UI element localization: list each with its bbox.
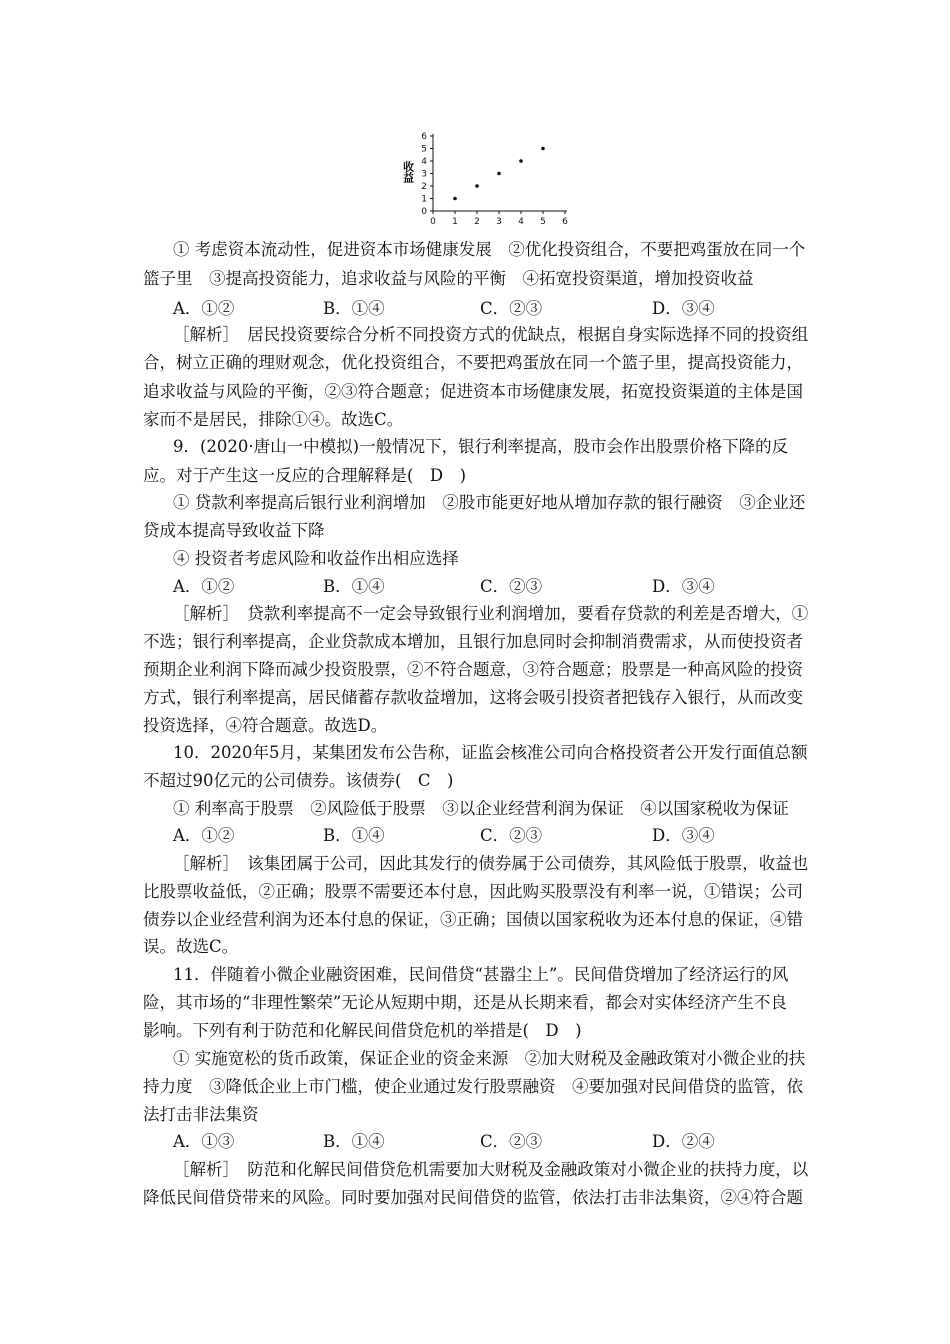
q11-question-line-1: 11．伴随着小微企业融资困难，民间借贷“甚嚣尘上”。民间借贷增加了经济运行的风	[173, 965, 789, 984]
y-tick-label: 1	[421, 194, 427, 205]
q10-option-c: C．②③	[480, 826, 543, 845]
q8-analysis-line-2: 合，树立正确的理财观念，优化投资组合，不要把鸡蛋放在同一个篮子里，提高投资能力，	[143, 353, 803, 372]
q9-statements-line-1: ① 贷款利率提高后银行业利润增加 ②股市能更好地从增加存款的银行融资 ③企业还	[173, 493, 806, 512]
q10-question-line-1: 10．2020年5月，某集团发布公告称，证监会核准公司向合格投资者公开发行面值总额	[173, 743, 808, 762]
x-tick-label: 5	[540, 217, 546, 227]
y-tick-label: 4	[421, 157, 427, 167]
x-tick-label: 6	[562, 217, 568, 227]
q11-analysis-line-2: 降低民间借贷带来的风险。同时要加强对民间借贷的监管，依法打击非法集资，②④符合题	[143, 1188, 803, 1207]
q8-analysis-line-4: 家而不是居民，排除①④。故选C。	[143, 410, 404, 429]
q8-statements-line-1: ① 考虑资本流动性，促进资本市场健康发展 ②优化投资组合，不要把鸡蛋放在同一个	[173, 240, 806, 259]
q8-option-d: D．③④	[652, 299, 715, 318]
q9-analysis-line-3: 预期企业利润下降而减少投资股票，②不符合题意，③符合题意；股票是一种高风险的投资	[143, 660, 803, 679]
q9-analysis-line-5: 投资选择，④符合题意。故选D。	[143, 716, 388, 735]
q9-statements-line-2: 贷成本提高导致收益下降	[143, 521, 325, 540]
y-tick-label: 0	[421, 207, 427, 217]
q11-option-b: B．①④	[323, 1132, 385, 1151]
q9-option-b: B．①④	[323, 577, 385, 596]
y-tick-label: 2	[421, 182, 427, 192]
q9-question-line-1: 9．(2020·唐山一中模拟)一般情况下，银行利率提高，股市会作出股票价格下降的反	[173, 437, 789, 456]
x-tick-label: 0	[430, 217, 436, 227]
data-point	[497, 172, 501, 176]
q9-analysis-line-4: 方式，银行利率提高，居民储蓄存款收益增加，这将会吸引投资者把钱存入银行，从而改变	[143, 688, 803, 707]
scatter-chart	[395, 128, 575, 228]
y-tick-label: 5	[421, 144, 427, 155]
q9-option-c: C．②③	[480, 577, 543, 596]
q8-option-c: C．②③	[480, 299, 543, 318]
q11-analysis-line-1: ［解析］ 防范和化解民间借贷危机需要加大财税及金融政策对小微企业的扶持力度，以	[173, 1160, 809, 1179]
q10-analysis-line-2: 比股票收益低，②正确；股票不需要还本付息，因此购买股票没有利率一说，①错误；公司	[143, 882, 803, 901]
q8-analysis-line-3: 追求收益与风险的平衡，②③符合题意；促进资本市场健康发展，拓宽投资渠道的主体是国	[143, 382, 803, 401]
q8-option-b: B．①④	[323, 299, 385, 318]
x-tick-label: 4	[518, 217, 524, 227]
q9-question-line-2: 应。对于产生这一反应的合理解释是( D )	[143, 466, 467, 485]
q11-option-c: C．②③	[480, 1132, 543, 1151]
q10-analysis-line-4: 误。故选C。	[143, 937, 239, 956]
data-point	[475, 184, 479, 188]
data-point	[519, 159, 523, 163]
q11-question-line-3: 影响。下列有利于防范和化解民间借贷危机的举措是( D )	[143, 1021, 582, 1040]
q11-statements-line-2: 持力度 ③降低企业上市门槛，使企业通过发行股票融资 ④要加强对民间借贷的监管，依	[143, 1077, 803, 1096]
q10-analysis-line-3: 债券以企业经营利润为还本付息的保证，③正确；国债以国家税收为还本付息的保证，④错	[143, 910, 803, 929]
q10-option-b: B．①④	[323, 826, 385, 845]
q8-statements-line-2: 篮子里 ③提高投资能力，追求收益与风险的平衡 ④拓宽投资渠道，增加投资收益	[143, 269, 754, 288]
q9-analysis-line-2: 不选；银行利率提高，企业贷款成本增加，且银行加息同时会抑制消费需求，从而使投资者	[143, 632, 803, 651]
q9-analysis-line-1: ［解析］ 贷款利率提高不一定会导致银行业利润增加，要看存贷款的利差是否增大，①	[173, 604, 809, 623]
data-point	[453, 197, 457, 201]
q8-analysis-line-1: ［解析］ 居民投资要综合分析不同投资方式的优缺点，根据自身实际选择不同的投资组	[173, 325, 809, 344]
data-point	[541, 147, 545, 151]
y-tick-label: 6	[421, 132, 427, 142]
q11-statements-line-3: 法打击非法集资	[143, 1105, 259, 1124]
x-tick-label: 3	[496, 217, 502, 227]
q10-statements-line-1: ① 利率高于股票 ②风险低于股票 ③以企业经营利润为保证 ④以国家税收为保证	[173, 799, 789, 818]
y-axis-label: 收益	[401, 161, 415, 183]
q11-option-a: A．①③	[173, 1132, 235, 1151]
q11-statements-line-1: ① 实施宽松的货币政策，保证企业的资金来源 ②加大财税及金融政策对小微企业的扶	[173, 1049, 806, 1068]
x-tick-label: 2	[474, 217, 480, 227]
q8-option-a: A．①②	[173, 299, 235, 318]
y-tick-label: 3	[421, 169, 427, 180]
q10-analysis-line-1: ［解析］ 该集团属于公司，因此其发行的债券属于公司债券，其风险低于股票，收益也	[173, 854, 809, 873]
x-tick-label: 1	[452, 217, 458, 227]
q9-option-d: D．③④	[652, 577, 715, 596]
chart-points	[453, 147, 545, 201]
q10-question-line-2: 不超过90亿元的公司债券。该债券( C )	[143, 771, 454, 790]
q11-question-line-2: 险，其市场的“非理性繁荣”无论从短期中期，还是从长期来看，都会对实体经济产生不良	[143, 993, 787, 1012]
q10-option-a: A．①②	[173, 826, 235, 845]
q9-option-a: A．①②	[173, 577, 235, 596]
q10-option-d: D．③④	[652, 826, 715, 845]
q9-statements-line-3: ④ 投资者考虑风险和收益作出相应选择	[173, 549, 459, 568]
chart-ticks	[421, 132, 568, 227]
q11-option-d: D．②④	[652, 1132, 715, 1151]
